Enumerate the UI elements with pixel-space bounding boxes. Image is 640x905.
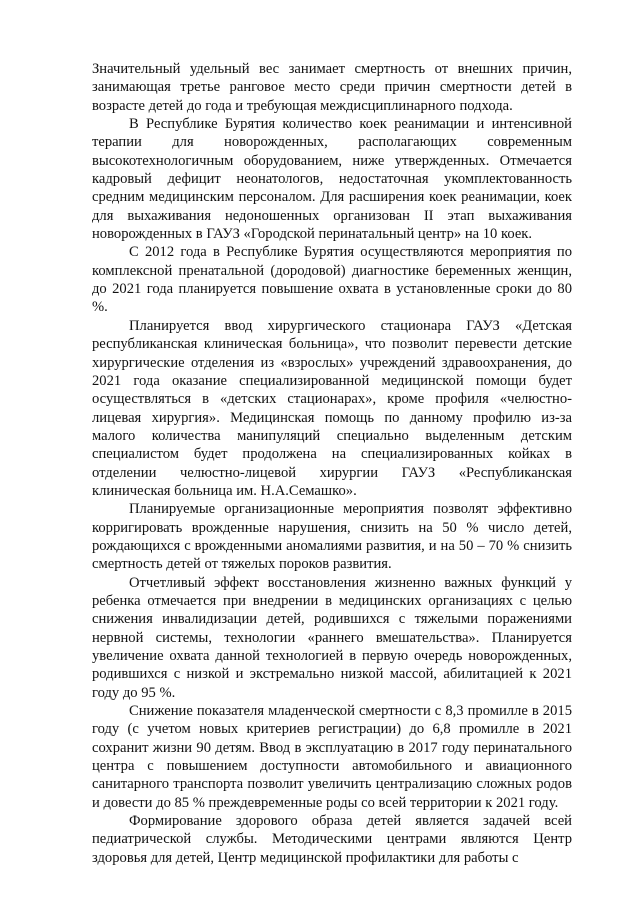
paragraph-prenatal-diagnostics: С 2012 года в Республике Бурятия осуществляются мероприятия по комплексной пренатальной (дородовой) диагностике беременных женщин, до 2021 года планируется повышение охвата в установленные сроки до 80 %.: [92, 244, 572, 316]
document-page: [92, 60, 572, 867]
paragraph-infant-mortality: Снижение показателя младенческой смертности с 8,3 промилле в 2015 году (с учетом новых критериев регистрации) до 6,8 промилле в 2021 сохранит жизни 90 детям. Ввод в эксплуатацию в 2017 году перинатального центра с повышением доступности автомобильного и авиационного санитарного транспорта позволит увеличить централизацию сложных родов и довести до 85 % преждевременные роды со всей территории к 2021 году.: [92, 703, 572, 811]
paragraph-healthy-lifestyle: Формирование здорового образа детей является задачей всей педиатрической службы. Методическими центрами являются Центр здоровья для детей, Центр медицинской профилактики для работы с: [92, 813, 572, 866]
paragraph-external-causes: Значительный удельный вес занимает смертность от внешних причин, занимающая третье ранговое место среди причин смертности детей в возрасте детей до года и требующая междисциплинарного подхода.: [92, 61, 572, 114]
paragraph-surgical-hospital: Планируется ввод хирургического стационара ГАУЗ «Детская республиканская клиническая больница», что позволит перевести детские хирургические отделения из «взрослых» учреждений здравоохранения, до 2021 года оказание специализированной медицинской помощи будет осуществляться в «детских стационарах», кроме профиля «челюстно-лицевая хирургия». Медицинская помощь по данному профилю из-за малого количества манипуляций специально выделенным детским специалистом будет продолжена на специализированных койках в отделении челюстно-лицевой хирургии ГАУЗ «Республиканская клиническая больница им. Н.А.Семашко».: [92, 317, 572, 499]
paragraph-intensive-care-beds: В Республике Бурятия количество коек реанимации и интенсивной терапии для новорожденных, располагающих современным высокотехнологичным оборудованием, ниже утвержденных. Отмечается кадровый дефицит неонатологов, недостаточная укомплектованность средним медицинским персоналом. Для расширения коек реанимации, коек для выхаживания недоношенных организован II этап выхаживания новорожденных в ГАУЗ «Городской перинатальный центр» на 10 коек.: [92, 116, 572, 243]
paragraph-early-intervention: Отчетливый эффект восстановления жизненно важных функций у ребенка отмечается при внедрении в медицинских организациях с целью снижения инвалидизации детей, родившихся с тяжелыми поражениями нервной системы, технологии «раннего вмешательства». Планируется увеличение охвата данной технологией в первую очередь новорожденных, родившихся с низкой и экстремально низкой массой, абилитацией к 2021 году до 95 %.: [92, 574, 572, 701]
paragraph-organizational-measures: Планируемые организационные мероприятия позволят эффективно корригировать врожденные нарушения, снизить на 50 % число детей, рождающихся с врожденными аномалиями развития, и на 50 – 70 % снизить смертность детей от тяжелых пороков развития.: [92, 501, 572, 573]
